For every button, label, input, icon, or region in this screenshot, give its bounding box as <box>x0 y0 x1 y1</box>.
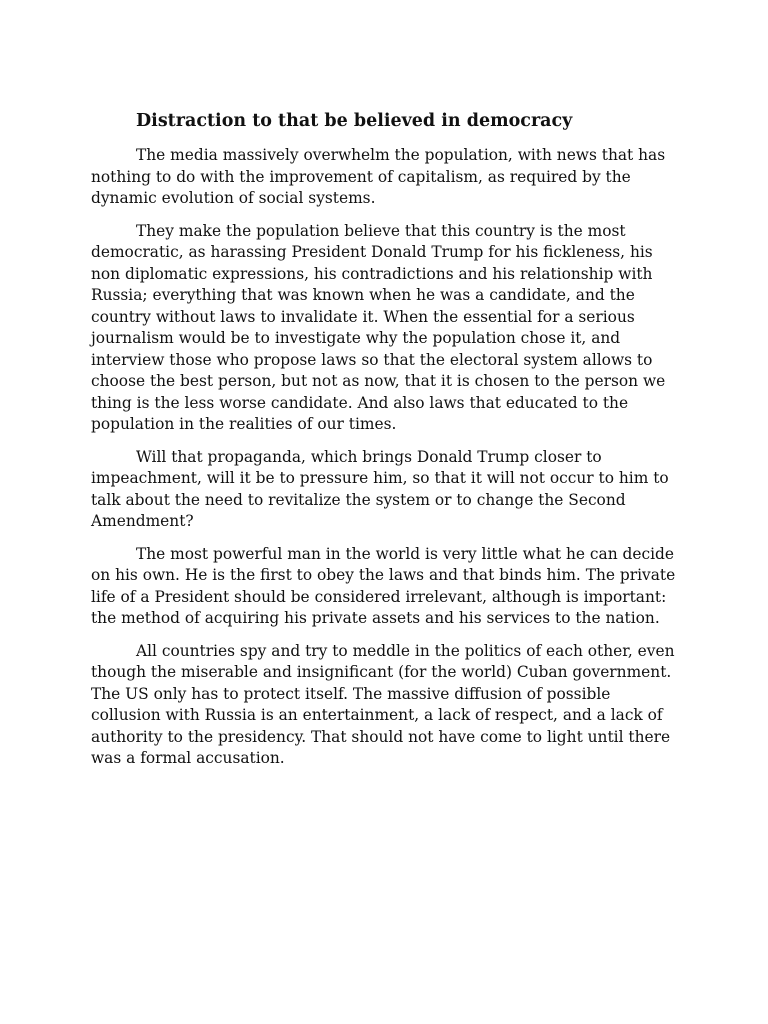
document-body <box>91 108 681 781</box>
paragraph-4: The most powerful man in the world is very little what he can decide on his own. He is the first to obey the laws and that binds him. The private life of a President should be considered irrelevant, although is important: the method of acquiring his private assets and his services to the nation. <box>91 544 676 627</box>
paragraph-3: Will that propaganda, which brings Donald Trump closer to impeachment, will it be to pressure him, so that it will not occur to him to talk about the need to revitalize the system or to change the Second Amendment? <box>91 447 669 530</box>
document-title: Distraction to that be believed in democracy <box>136 111 573 131</box>
paragraph-2: They make the population believe that this country is the most democratic, as harassing President Donald Trump for his fickleness, his non diplomatic expressions, his contradictions and his relationship with Russia; everything that was known when he was a candidate, and the country without laws to invalidate it. When the essential for a serious journalism would be to investigate why the population chose it, and interview those who propose laws so that the electoral system allows to choose the best person, but not as now, that it is chosen to the person we thing is the less worse candidate. And also laws that educated to the population in the realities of our times. <box>91 221 666 433</box>
paragraph-1: The media massively overwhelm the population, with news that has nothing to do with the improvement of capitalism, as required by the dynamic evolution of social systems. <box>91 146 666 207</box>
paragraph-5: All countries spy and try to meddle in the politics of each other, even though the miserable and insignificant (for the world) Cuban government. The US only has to protect itself. The massive diffusion of possible collusion with Russia is an entertainment, a lack of respect, and a lack of authority to the presidency. That should not have come to light until there was a formal accusation. <box>91 641 675 767</box>
